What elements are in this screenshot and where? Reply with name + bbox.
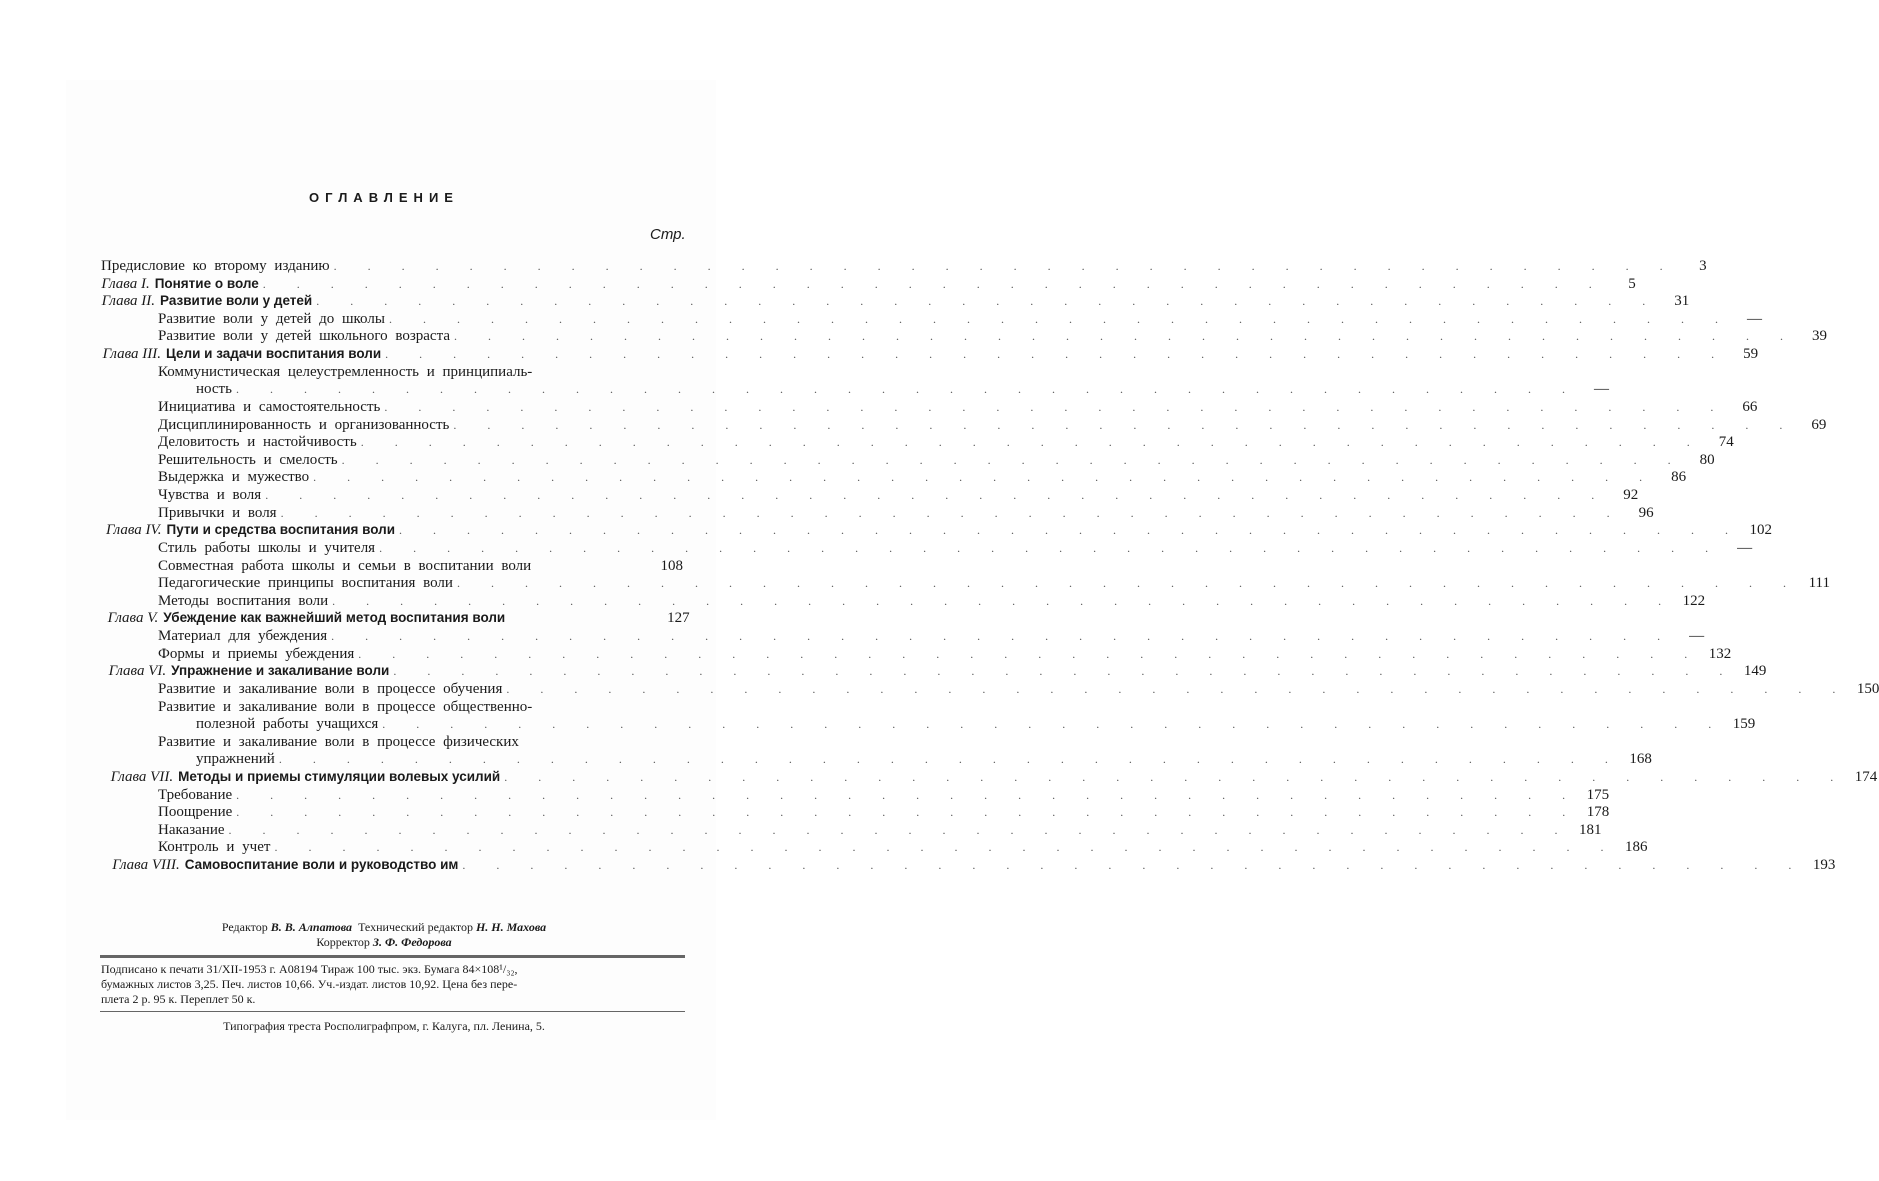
- dot-leader: . . . . . . . . . . . . . . . . . . . . . . . . . . . . . . . . . . . . . . . .: [341, 452, 1685, 467]
- page-number: —: [1689, 628, 1705, 645]
- page-number: 59: [1743, 346, 1759, 363]
- entry-title: Коммунистическая целеустремленность и принципиаль-: [158, 363, 533, 380]
- dot-leader: . . . . . . . . . . . . . . . . . . . . . . . . . . . . . . . . . . . . . . . .: [235, 382, 1579, 397]
- entry-title: Пути и средства воспитания воли: [166, 522, 396, 538]
- chapter-label: Глава IV.: [105, 522, 162, 539]
- page-number: 150: [1856, 680, 1879, 697]
- entry-title: Привычки и воля: [158, 504, 277, 521]
- dot-leader: . . . . . . . . . . . . . . . . . . . . . . . . . . . . . . . . . . . . . . . .: [262, 276, 1606, 291]
- toc-title: ОГЛАВЛЕНИЕ: [309, 190, 459, 205]
- dot-leader: . . . . . . . . . . . . . . . . . . . . . . . . . . . . . . . . . . . . . . . .: [360, 435, 1704, 450]
- entry-title: Решительность и смелость: [158, 451, 338, 468]
- entry-title: Инициатива и самостоятельность: [158, 398, 381, 415]
- entry-title-continued: упражнений: [196, 751, 275, 768]
- chapter-label: Глава V.: [107, 610, 159, 627]
- entry-title: Контроль и учет: [158, 839, 271, 856]
- dot-leader: . . . . . . . . . . . . . . . . . . . . . . . . . . . . . . . . . . . . . . . .: [278, 752, 1622, 767]
- page-number: 122: [1682, 592, 1706, 609]
- entry-title: Развитие воли у детей школьного возраста: [158, 328, 450, 345]
- toc-entry: [158, 539, 1753, 557]
- page-number: 159: [1732, 716, 1756, 733]
- entry-title: Чувства и воля: [158, 487, 262, 504]
- entry-title: Убеждение как важнейший метод воспитания воли: [163, 610, 506, 626]
- page-number: 5: [1628, 275, 1636, 292]
- toc-entry: [158, 310, 1762, 328]
- dot-leader: . . . . . . . . . . . . . . . . . . . . . . . . . . . . . . . . . . . . . . . .: [384, 399, 1728, 414]
- toc-entry: [196, 750, 1652, 768]
- entry-title: Предисловие ко второму изданию: [101, 258, 330, 274]
- corrector-name: З. Ф. Федорова: [372, 935, 452, 949]
- page-number: 86: [1671, 469, 1687, 486]
- page-number: 178: [1586, 804, 1610, 821]
- printer-info: Типография треста Росполиграфпром, г. Калуга, пл. Ленина, 5.: [223, 1019, 545, 1033]
- entry-title: Педагогические принципы воспитания воли: [158, 575, 453, 592]
- toc-entry: [110, 768, 1878, 786]
- tech-editor-name: Н. Н. Махова: [475, 920, 547, 934]
- chapter-label: Глава I.: [101, 275, 150, 292]
- chapter-label: Глава III.: [102, 346, 161, 363]
- toc-entry: [158, 698, 683, 716]
- credits-line-2: [0, 935, 768, 950]
- page-number: 181: [1579, 821, 1602, 838]
- toc-entry: [158, 486, 1639, 504]
- dot-leader: . . . . . . . . . . . . . . . . . . . . . . . . . . . . . . . . . . . . . . . .: [331, 629, 1675, 644]
- dot-leader: . . . . . . . . . . . . . . . . . . . . . . . . . . . . . . . . . . . . . . . .: [388, 311, 1732, 326]
- dot-leader: . . . . . . . . . . . . . . . . . . . . . . . . . . . . . . . . . . . . . . . .: [265, 488, 1609, 503]
- page-number: 132: [1708, 645, 1732, 662]
- dot-leader: . . . . . . . . . . . . . . . . . . . . . . . . . . . . . . . . . . . . . . . .: [236, 787, 1580, 802]
- page-number: 102: [1749, 522, 1773, 539]
- toc-entry: [158, 627, 1705, 645]
- dot-leader: . . . . . . . . . . . . . . . . . . . . . . . . . . . . . . . . . . . . . . . .: [382, 717, 1726, 732]
- page-number: 74: [1718, 434, 1734, 451]
- entry-title: Самовоспитание воли и руководство им: [184, 857, 459, 873]
- toc-entry: [158, 786, 1610, 804]
- toc-entry: [158, 557, 683, 575]
- entry-title: Требование: [158, 786, 233, 803]
- page-number: 149: [1743, 663, 1767, 680]
- toc-entry: [158, 574, 1830, 592]
- entry-title: Развитие и закаливание воли в процессе обучения: [158, 680, 503, 697]
- page-number: 186: [1624, 839, 1648, 856]
- toc-entry: [101, 292, 1690, 310]
- toc-entry: [158, 821, 1602, 839]
- toc-entry: [158, 451, 1715, 469]
- dot-leader: . . . . . . . . . . . . . . . . . . . . . . . . . . . . . . . . . . . . . . . .: [332, 593, 1676, 608]
- divider: [100, 955, 685, 958]
- page-number: —: [1746, 310, 1762, 327]
- corrector-label: Корректор: [316, 935, 370, 949]
- page-number: 174: [1854, 768, 1878, 785]
- toc-entry: [158, 838, 1648, 856]
- page-number: —: [1737, 539, 1753, 556]
- page-number: 96: [1638, 504, 1654, 521]
- dot-leader: . . . . . . . . . . . . . . . . . . . . . . . . . . . . . . . . . . . . . . . .: [504, 769, 1848, 784]
- page-number: 80: [1699, 451, 1715, 468]
- toc-entry: [112, 856, 1836, 874]
- dot-leader: . . . . . . . . . . . . . . . . . . . . . . . . . . . . . . . . . . . . . . . .: [313, 470, 1657, 485]
- page-number: 127: [667, 610, 690, 627]
- toc-entry: [196, 715, 1756, 733]
- entry-title: Деловитость и настойчивость: [158, 434, 357, 451]
- page-number: 31: [1674, 293, 1690, 310]
- toc-entry: [101, 275, 1636, 293]
- dot-leader: . . . . . . . . . . . . . . . . . . . . . . . . . . . . . . . . . . . . . . . .: [280, 505, 1624, 520]
- toc-entry: [102, 345, 1759, 363]
- credits-line-1: [0, 920, 768, 935]
- entry-title: Наказание: [158, 821, 225, 838]
- entry-title: Совместная работа школы и семьи в воспитании воли: [158, 557, 532, 574]
- dot-leader: . . . . . . . . . . . . . . . . . . . . . . . . . . . . . . . . . . . . . . . .: [506, 681, 1850, 696]
- page-number: 111: [1808, 575, 1830, 592]
- toc-entry: [196, 380, 1609, 398]
- dot-leader: . . . . . . . . . . . . . . . . . . . . . . . . . . . . . . . . . . . . . . . .: [236, 805, 1580, 820]
- toc-entry: [158, 363, 683, 381]
- toc-entry: [158, 680, 1879, 698]
- toc-entry: [158, 327, 1827, 345]
- imprint: [101, 962, 685, 1007]
- toc-entry: [105, 521, 1773, 539]
- entry-title: Понятие о воле: [154, 275, 259, 291]
- entry-title: Выдержка и мужество: [158, 469, 310, 486]
- entry-title: Развитие и закаливание воли в процессе общественно-: [158, 698, 533, 715]
- page-number: 175: [1586, 786, 1610, 803]
- dot-leader: . . . . . . . . . . . . . . . . . . . . . . . . . . . . . . . . . . . . . . . .: [274, 840, 1618, 855]
- dot-leader: . . . . . . . . . . . . . . . . . . . . . . . . . . . . . . . . . . . . . . . .: [358, 646, 1702, 661]
- imprint-line: Подписано к печати 31/XII-1953 г. А08194 Тираж 100 тыс. экз. Бумага 84×108¹/₃₂,: [101, 962, 518, 976]
- page-number: —: [1593, 381, 1609, 398]
- toc-entry: [108, 662, 1767, 680]
- entry-title: Методы воспитания воли: [158, 592, 329, 609]
- page-number: 3: [1699, 258, 1707, 274]
- tech-editor-label: Технический редактор: [358, 920, 473, 934]
- toc-entry: [158, 504, 1654, 522]
- toc-entry: [158, 733, 683, 751]
- page-number: 66: [1742, 398, 1758, 415]
- toc-entry: [158, 803, 1610, 821]
- toc-entry: [158, 468, 1687, 486]
- toc-entry: [158, 398, 1758, 416]
- dot-leader: . . . . . . . . . . . . . . . . . . . . . . . . . . . . . . . . . . . . . . . .: [453, 417, 1797, 432]
- entry-title-continued: полезной работы учащихся: [196, 716, 379, 733]
- imprint-line: бумажных листов 3,25. Печ. листов 10,66. Уч.-издат. листов 10,92. Цена без пере-: [101, 977, 518, 991]
- entry-title-continued: ность: [196, 381, 232, 398]
- dot-leader: . . . . . . . . . . . . . . . . . . . . . . . . . . . . . . . . . . . . . . . .: [316, 294, 1660, 309]
- page-number: 108: [660, 557, 683, 574]
- entry-title: Упражнение и закаливание воли: [171, 663, 390, 679]
- dot-leader: . . . . . . . . . . . . . . . . . . . . . . . . . . . . . . . . . . . . . . . .: [228, 822, 1572, 837]
- dot-leader: . . . . . . . . . . . . . . . . . . . . . . . . . . . . . . . . . . . . . . . .: [456, 576, 1800, 591]
- toc-entry: [108, 609, 690, 627]
- imprint-line: плета 2 р. 95 к. Переплет 50 к.: [101, 992, 256, 1006]
- editor-label: Редактор: [221, 920, 268, 934]
- chapter-label: Глава II.: [101, 293, 156, 310]
- entry-title: Материал для убеждения: [158, 628, 328, 645]
- page-number: 168: [1629, 751, 1652, 768]
- entry-title: Стиль работы школы и учителя: [158, 539, 376, 556]
- entry-title: Развитие воли у детей до школы: [158, 310, 385, 327]
- entry-title: Дисциплинированность и организованность: [158, 416, 450, 433]
- toc-entry: [158, 645, 1732, 663]
- toc-entry: [158, 592, 1706, 610]
- chapter-label: Глава VI.: [108, 663, 167, 680]
- page-number: 69: [1811, 416, 1827, 433]
- toc-entry: [101, 257, 1707, 275]
- dot-leader: . . . . . . . . . . . . . . . . . . . . . . . . . . . . . . . . . . . . . . . .: [453, 329, 1797, 344]
- toc-entry: [158, 416, 1827, 434]
- entry-title: Развитие воли у детей: [160, 293, 313, 309]
- dot-leader: . . . . . . . . . . . . . . . . . . . . . . . . . . . . . . . . . . . . . . . .: [399, 523, 1743, 538]
- page-number: 92: [1623, 487, 1639, 504]
- chapter-label: Глава VIII.: [112, 857, 180, 874]
- dot-leader: . . . . . . . . . . . . . . . . . . . . . . . . . . . . . . . . . . . . . . . .: [333, 259, 1677, 273]
- dot-leader: . . . . . . . . . . . . . . . . . . . . . . . . . . . . . . . . . . . . . . . .: [462, 858, 1806, 873]
- dot-leader: . . . . . . . . . . . . . . . . . . . . . . . . . . . . . . . . . . . . . . . .: [393, 664, 1737, 679]
- entry-title: Методы и приемы стимуляции волевых усилий: [178, 768, 501, 784]
- dot-leader: . . . . . . . . . . . . . . . . . . . . . . . . . . . . . . . . . . . . . . . .: [379, 540, 1723, 555]
- page-number: 193: [1812, 857, 1836, 874]
- page-column-label: Стр.: [650, 226, 686, 243]
- divider: [100, 1011, 685, 1012]
- page-number: 39: [1811, 328, 1827, 345]
- toc-entry: [158, 433, 1734, 451]
- editor-name: В. В. Алпатова: [270, 920, 353, 934]
- entry-title: Цели и задачи воспитания воли: [166, 346, 382, 362]
- chapter-label: Глава VII.: [110, 768, 174, 785]
- entry-title: Развитие и закаливание воли в процессе физических: [158, 733, 519, 750]
- entry-title: Поощрение: [158, 804, 233, 821]
- entry-title: Формы и приемы убеждения: [158, 645, 355, 662]
- dot-leader: . . . . . . . . . . . . . . . . . . . . . . . . . . . . . . . . . . . . . . . .: [385, 347, 1729, 362]
